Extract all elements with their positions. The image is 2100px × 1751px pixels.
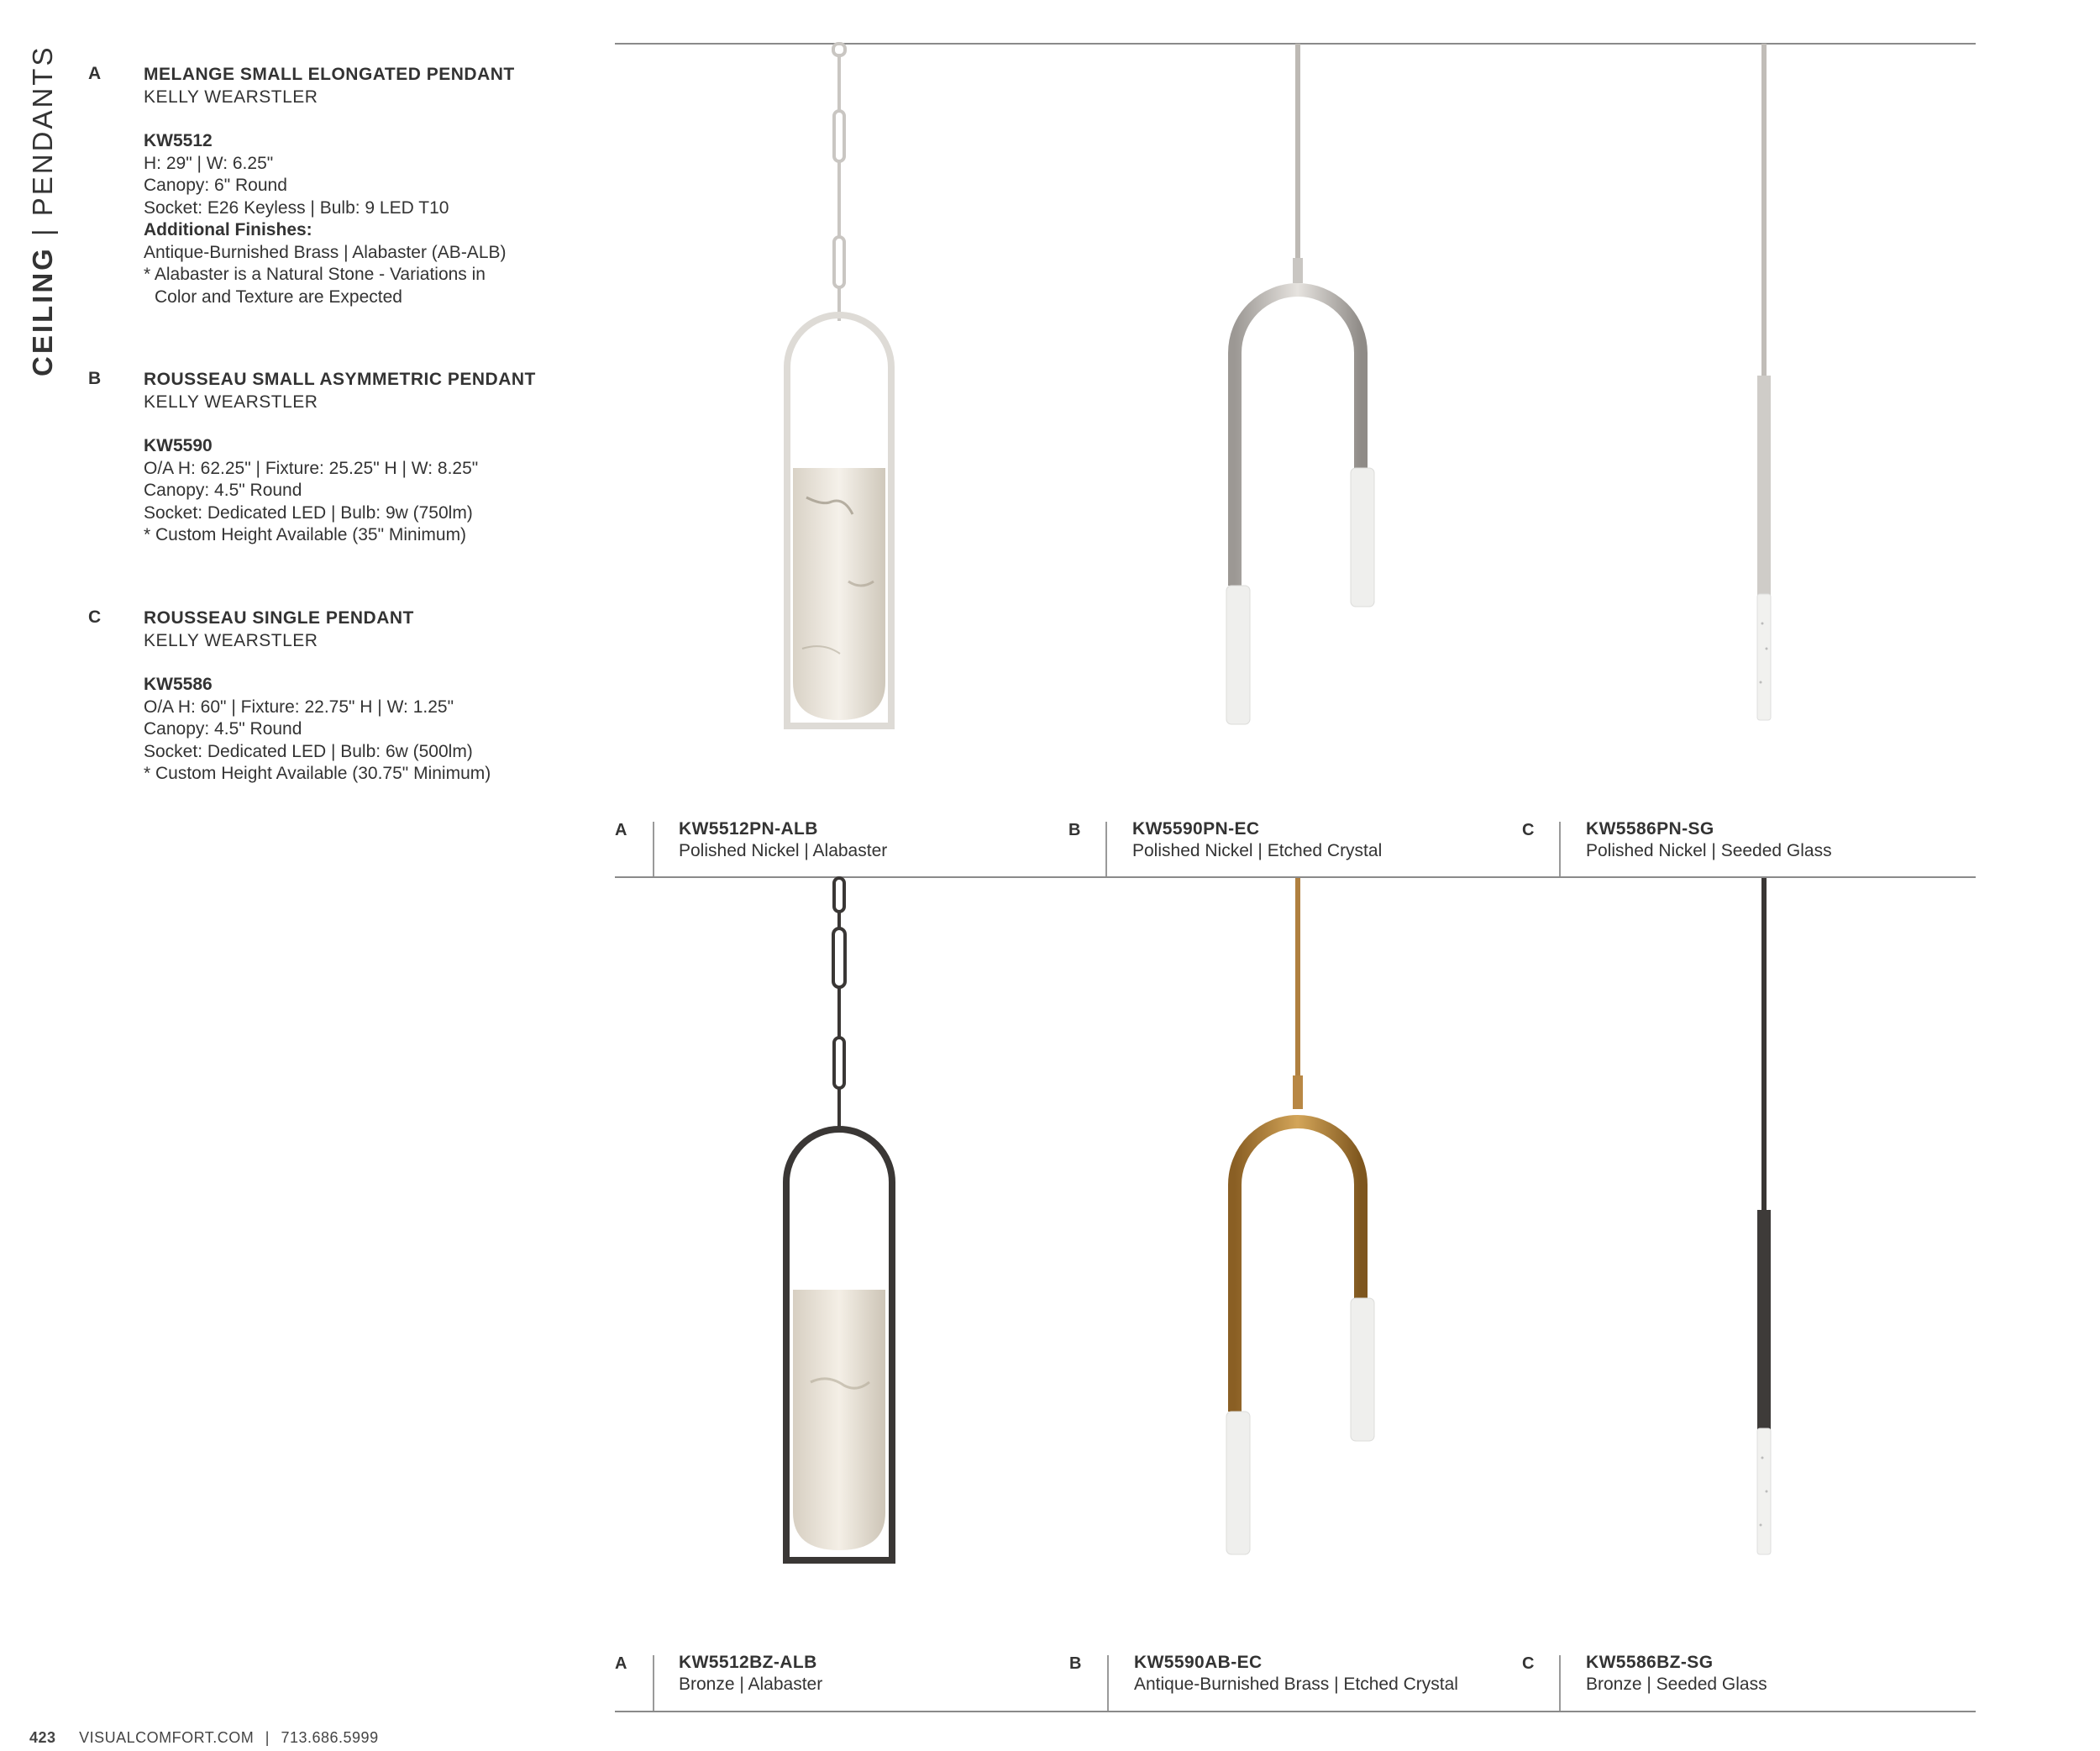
caption-divider [1559, 1655, 1561, 1711]
product-image-kw5586pn-sg [1730, 44, 1798, 733]
caption-letter: B [1069, 1654, 1082, 1673]
spec-line: Socket: E26 Keyless | Bulb: 9 LED T10 [144, 197, 449, 218]
caption-finish: Polished Nickel | Etched Crystal [1132, 841, 1383, 860]
product-image-kw5512bz-alb [773, 878, 907, 1567]
caption-divider [1105, 822, 1107, 876]
caption-letter: A [615, 821, 627, 839]
caption-letter: C [1522, 1654, 1535, 1673]
section-title [27, 45, 77, 376]
model-number: KW5586 [144, 675, 213, 694]
section-title-separator: | [27, 226, 58, 236]
caption-code: KW5512PN-ALB [679, 819, 818, 839]
spec-line: Socket: Dedicated LED | Bulb: 9w (750lm) [144, 502, 473, 523]
model-number: KW5590 [144, 436, 213, 455]
product-image-kw5586bz-sg [1730, 878, 1798, 1567]
caption-finish: Bronze | Alabaster [679, 1675, 823, 1694]
product-image-kw5590ab-ec [1210, 878, 1394, 1567]
section-title-sub: PENDANTS [27, 45, 58, 217]
spec-line: H: 29" | W: 6.25" [144, 153, 274, 173]
caption-code: KW5586BZ-SG [1586, 1653, 1714, 1672]
caption-letter: C [1522, 821, 1535, 839]
spec-note: * Custom Height Available (30.75" Minimum) [144, 764, 491, 783]
spec-line: Socket: Dedicated LED | Bulb: 6w (500lm) [144, 741, 473, 761]
spec-note: * Alabaster is a Natural Stone - Variations in [144, 265, 486, 284]
caption-kw5590pn-ec [1132, 818, 1382, 862]
additional-finishes-heading: Additional Finishes: [144, 220, 312, 239]
spec-letter: B [88, 369, 102, 388]
caption-divider [1107, 1655, 1109, 1711]
product-title: ROUSSEAU SINGLE PENDANT [144, 608, 414, 628]
spec-line: O/A H: 60" | Fixture: 22.75" H | W: 1.25" [144, 697, 454, 717]
product-image-kw5590pn-ec [1210, 44, 1394, 733]
product-title: MELANGE SMALL ELONGATED PENDANT [144, 65, 515, 84]
spec-note: * Custom Height Available (35" Minimum) [144, 525, 467, 544]
caption-kw5586pn-sg [1586, 818, 1832, 862]
caption-code: KW5512BZ-ALB [679, 1653, 817, 1672]
spec-letter: A [88, 64, 102, 83]
spec-line: Canopy: 4.5" Round [144, 481, 302, 500]
caption-code: KW5590PN-EC [1132, 819, 1260, 839]
model-number: KW5512 [144, 131, 213, 150]
footer-phone: 713.686.5999 [281, 1729, 379, 1746]
designer-name: KELLY WEARSTLER [144, 630, 318, 650]
caption-code: KW5590AB-EC [1134, 1653, 1263, 1672]
spec-line: Antique-Burnished Brass | Alabaster (AB-ALB) [144, 242, 507, 262]
caption-divider [1559, 822, 1561, 876]
footer-separator: | [265, 1729, 270, 1746]
caption-kw5590ab-ec [1134, 1652, 1458, 1696]
product-image-kw5512pn-alb [773, 44, 907, 733]
spec-letter: C [88, 607, 102, 627]
section-title-main: CEILING [27, 246, 58, 376]
spec-line: Canopy: 4.5" Round [144, 719, 302, 739]
caption-letter: B [1068, 821, 1081, 839]
caption-divider [653, 822, 654, 876]
page-number: 423 [29, 1729, 56, 1746]
caption-kw5512pn-alb [679, 818, 887, 862]
spec-line: Canopy: 6" Round [144, 176, 287, 195]
product-title: ROUSSEAU SMALL ASYMMETRIC PENDANT [144, 370, 536, 389]
page-footer [29, 1729, 379, 1747]
bottom-divider [615, 1711, 1976, 1712]
spec-line: O/A H: 62.25" | Fixture: 25.25" H | W: 8.25" [144, 458, 479, 478]
designer-name: KELLY WEARSTLER [144, 392, 318, 412]
caption-finish: Antique-Burnished Brass | Etched Crystal [1134, 1675, 1458, 1694]
caption-finish: Bronze | Seeded Glass [1586, 1675, 1767, 1694]
caption-letter: A [615, 1654, 627, 1673]
footer-website[interactable]: VISUALCOMFORT.COM [79, 1729, 255, 1746]
caption-finish: Polished Nickel | Seeded Glass [1586, 841, 1832, 860]
caption-code: KW5586PN-SG [1586, 819, 1714, 839]
spec-note: Color and Texture are Expected [155, 287, 402, 307]
caption-kw5586bz-sg [1586, 1652, 1767, 1696]
designer-name: KELLY WEARSTLER [144, 87, 318, 107]
caption-finish: Polished Nickel | Alabaster [679, 841, 888, 860]
caption-kw5512bz-alb [679, 1652, 822, 1696]
caption-divider [653, 1655, 654, 1711]
